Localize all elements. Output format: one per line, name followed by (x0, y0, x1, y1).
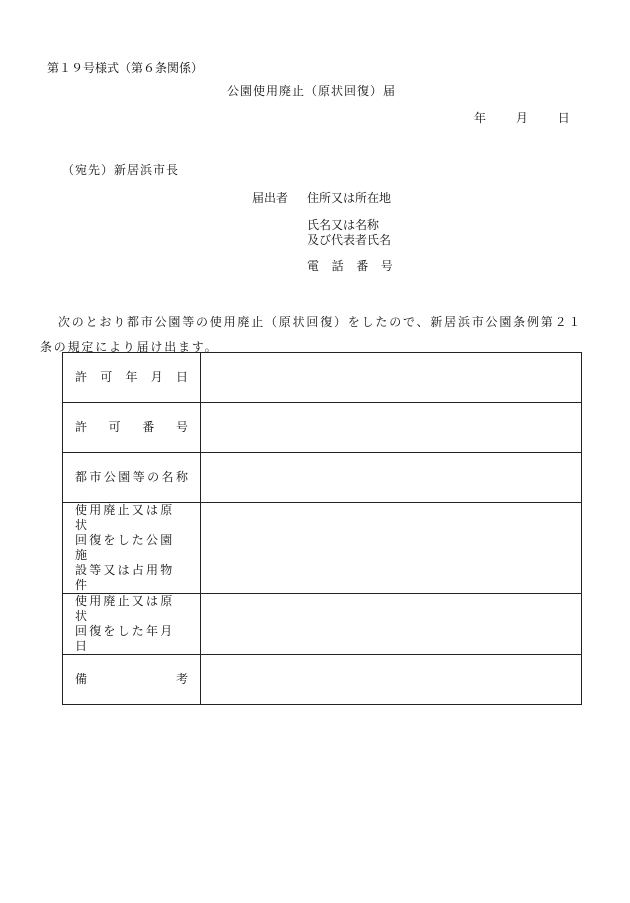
notification-table (62, 352, 582, 705)
addressee: （宛先）新居浜市長 (62, 163, 180, 177)
row-label-char: 許 (75, 420, 88, 434)
row-label (75, 370, 188, 385)
row-value-cell[interactable] (201, 655, 582, 705)
table-row (63, 503, 582, 594)
date-day-label: 日 (557, 111, 570, 125)
row-label-char: 園 (118, 470, 131, 484)
row-label-char: 都 (75, 470, 88, 484)
date-year-label: 年 (474, 111, 487, 125)
date-month-label: 月 (515, 111, 528, 125)
document-title: 公園使用廃止（原状回復）届 (227, 84, 397, 98)
row-label-line: 使用廃止又は原状 (75, 594, 175, 623)
applicant-label: 届出者 (252, 191, 289, 205)
applicant-representative-label: 及び代表者氏名 (307, 233, 392, 247)
table-row (63, 453, 582, 503)
row-label-cell (63, 594, 201, 655)
row-value-cell[interactable] (201, 503, 582, 594)
row-label-char: 称 (175, 470, 188, 484)
form-number: 第１９号様式（第６条関係） (47, 61, 204, 75)
table-row (63, 655, 582, 705)
row-label (75, 470, 188, 485)
row-label-line: 回復をした公園施 (75, 533, 175, 562)
row-label-cell (63, 453, 201, 503)
row-label-char: 等 (132, 470, 145, 484)
row-value-cell[interactable] (201, 453, 582, 503)
row-label-char: 年 (125, 370, 138, 384)
body-text: 次のとおり都市公園等の使用廃止（原状回復）をしたので、新居浜市公園条例第２１条の規定により届け出ます。 (40, 315, 583, 354)
table-row (63, 353, 582, 403)
row-label-char: 号 (175, 420, 188, 434)
row-label-cell (63, 655, 201, 705)
row-label-char: 公 (103, 470, 116, 484)
row-value-cell[interactable] (201, 353, 582, 403)
date-line (474, 111, 570, 125)
row-label-char: 考 (175, 672, 188, 686)
row-label-char: 可 (100, 370, 113, 384)
row-label-line: 回復をした年月日 (75, 624, 175, 653)
row-label-char: 名 (161, 470, 174, 484)
row-label (75, 420, 188, 435)
applicant-address-label: 住所又は所在地 (307, 191, 392, 205)
row-label-char: 備 (75, 672, 88, 686)
row-label-cell (63, 403, 201, 453)
row-label-line: 設等又は占用物件 (75, 563, 175, 592)
row-label-char: 番 (142, 420, 155, 434)
row-label-line: 使用廃止又は原状 (75, 503, 175, 532)
row-label-char: の (147, 470, 160, 484)
row-label-cell (63, 353, 201, 403)
row-label-char: 市 (89, 470, 102, 484)
row-value-cell[interactable] (201, 594, 582, 655)
row-label-char: 許 (75, 370, 88, 384)
row-value-cell[interactable] (201, 403, 582, 453)
row-label-char: 可 (108, 420, 121, 434)
row-label-char: 月 (150, 370, 163, 384)
row-label-cell (63, 503, 201, 594)
table-row (63, 403, 582, 453)
applicant-name-label: 氏名又は名称 (307, 218, 380, 232)
table-row (63, 594, 582, 655)
applicant-phone-label: 電 話 番 号 (307, 259, 394, 273)
row-label (75, 672, 188, 687)
row-label-char: 日 (175, 370, 188, 384)
